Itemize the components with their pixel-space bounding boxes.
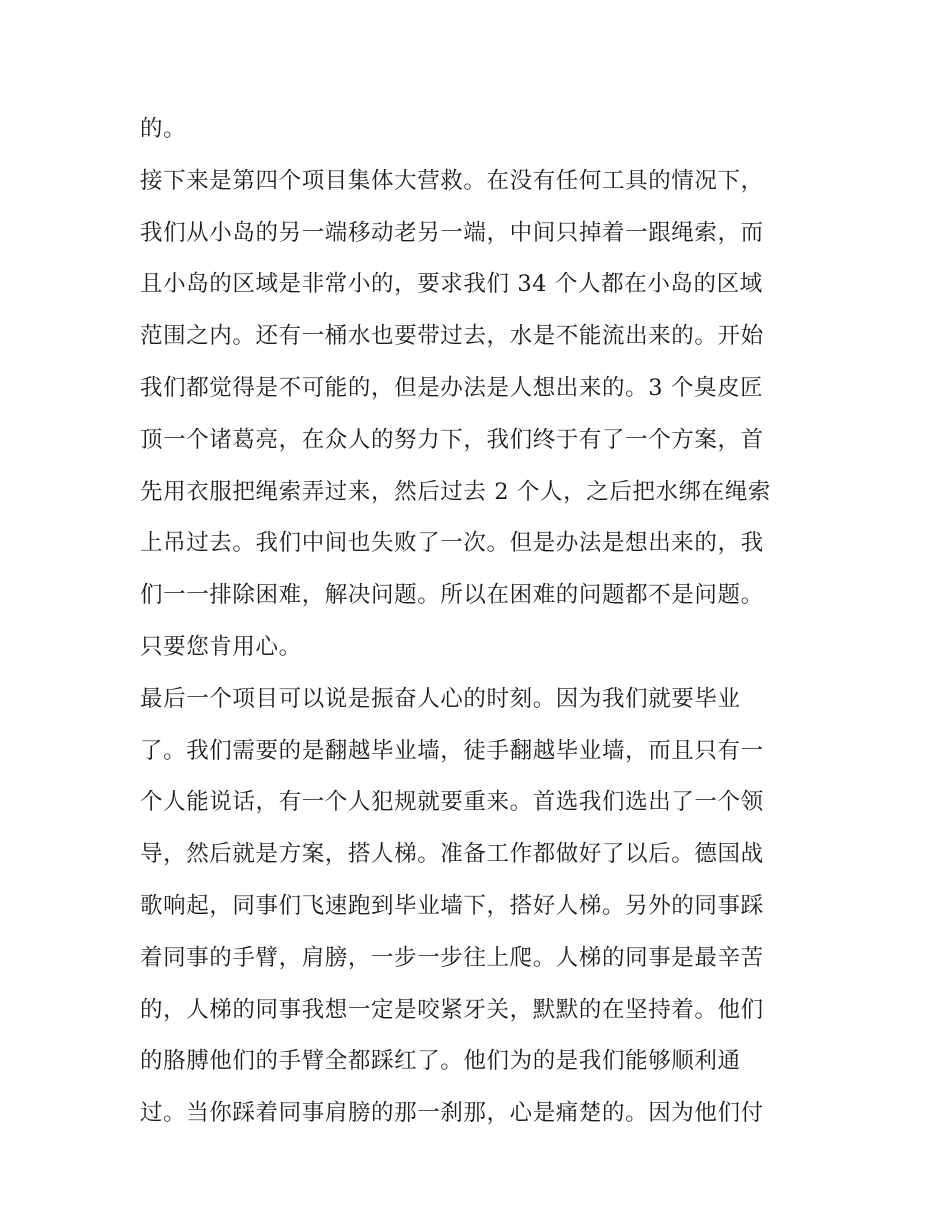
text-line: 个人能说话，有一个人犯规就要重来。首选我们选出了一个领 [140, 789, 764, 816]
text-line: 过。当你踩着同事肩膀的那一刹那，心是痛楚的。因为他们付 [140, 1100, 764, 1127]
text-line: 的。 [140, 116, 187, 142]
text-line: 范围之内。还有一桶水也要带过去，水是不能流出来的。开始 [140, 323, 764, 350]
text-line: 的胳膊他们的手臂全都踩红了。他们为的是我们能够顺利通 [140, 1048, 741, 1075]
text-line: 顶一个诸葛亮，在众人的努力下，我们终于有了一个方案，首 [140, 426, 764, 453]
text-line: 我们都觉得是不可能的，但是办法是人想出来的。3 个臭皮匠 [140, 374, 764, 401]
text-line: 们一一排除困难，解决问题。所以在困难的问题都不是问题。 [140, 582, 764, 609]
text-line: 导，然后就是方案，搭人梯。准备工作都做好了以后。德国战 [140, 841, 764, 868]
text-line: 我们从小岛的另一端移动老另一端，中间只掉着一跟绳索，而 [140, 219, 764, 246]
text-line: 接下来是第四个项目集体大营救。在没有任何工具的情况下， [140, 167, 764, 194]
text-line: 先用衣服把绳索弄过来，然后过去 2 个人，之后把水绑在绳索 [140, 478, 772, 505]
text-line: 上吊过去。我们中间也失败了一次。但是办法是想出来的，我 [140, 530, 764, 557]
text-line: 的，人梯的同事我想一定是咬紧牙关，默默的在坚持着。他们 [140, 996, 764, 1023]
text-line: 着同事的手臂，肩膀，一步一步往上爬。人梯的同事是最辛苦 [140, 944, 764, 971]
text-line: 最后一个项目可以说是振奋人心的时刻。因为我们就要毕业 [140, 685, 741, 712]
text-line: 只要您肯用心。 [140, 633, 302, 660]
text-line: 了。我们需要的是翻越毕业墙，徒手翻越毕业墙，而且只有一 [140, 737, 764, 764]
text-line: 且小岛的区域是非常小的，要求我们 34 个人都在小岛的区域 [140, 271, 763, 298]
body-text [140, 104, 820, 1140]
text-line: 歌响起，同事们飞速跑到毕业墙下，搭好人梯。另外的同事踩 [140, 892, 764, 919]
